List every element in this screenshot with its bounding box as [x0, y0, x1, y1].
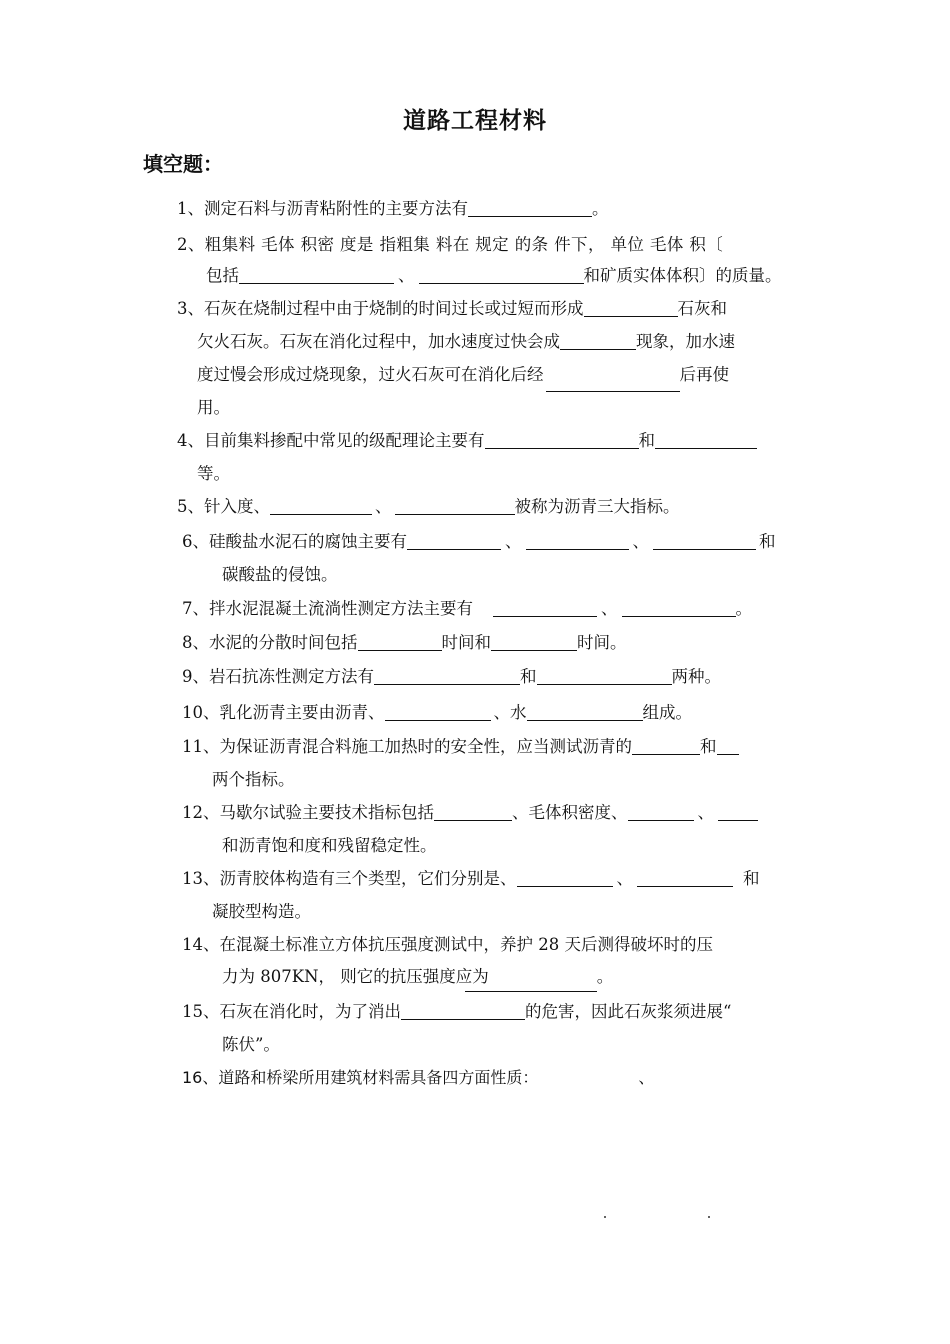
answer-blank[interactable] [718, 802, 758, 821]
answer-blank[interactable] [560, 331, 636, 350]
question-12-line-2: 和沥青饱和度和残留稳定性。 [222, 836, 437, 855]
footer-dot [708, 1216, 710, 1218]
document-title: 道路工程材料 [403, 108, 547, 134]
answer-blank[interactable] [493, 598, 597, 617]
question-13-line-2: 凝胶型构造。 [212, 902, 311, 921]
question-8: 8、水泥的分散时间包括 时间和 时间。 [182, 633, 627, 652]
question-10: 10、乳化沥青主要由沥青、 、水 组成。 [182, 703, 692, 722]
question-4-line-2: 等。 [197, 464, 230, 483]
question-12: 12、马歇尔试验主要技术指标包括 、毛体积密度、 、 [182, 802, 758, 824]
answer-blank[interactable] [401, 1001, 525, 1020]
answer-blank[interactable] [622, 598, 736, 617]
question-6-line-2: 碳酸盐的侵蚀。 [222, 565, 338, 584]
answer-blank[interactable] [632, 736, 700, 755]
question-2: 2、粗集料 毛体 积密 度是 指粗集 料在 规定 的条 件下， 单位 毛体 积〔 [177, 235, 724, 254]
question-3: 3、石灰在烧制过程中由于烧制的时间过长或过短而形成 石灰和 [177, 299, 727, 318]
question-15-line-2: 陈伏”。 [222, 1035, 280, 1054]
answer-blank[interactable] [655, 430, 757, 449]
answer-blank[interactable] [527, 702, 643, 721]
question-5: 5、针入度、 、 被称为沥青三大指标。 [177, 497, 680, 516]
question-2-line-2: 包括 、 和矿质实体体积〕的质量。 [206, 266, 782, 285]
question-16: 16、道路和桥梁所用建筑材料需具备四方面性质： 、 [182, 1068, 655, 1087]
answer-blank[interactable] [465, 973, 597, 992]
question-13: 13、沥青胶体构造有三个类型，它们分别是、 、 和 [182, 869, 760, 888]
question-14-line-2: 力为 807KN， 则它的抗压强度应为 。 [222, 966, 613, 992]
answer-blank[interactable] [434, 802, 512, 821]
answer-blank[interactable] [485, 430, 639, 449]
answer-blank[interactable] [537, 666, 672, 685]
answer-blank[interactable] [270, 496, 372, 515]
question-4: 4、目前集料掺配中常见的级配理论主要有 和 [177, 430, 757, 452]
question-11: 11、为保证沥青混合料施工加热时的安全性，应当测试沥青的 和 [182, 736, 739, 758]
answer-blank[interactable] [419, 265, 584, 284]
question-3-line-2: 欠火石灰。石灰在消化过程中，加水速度过快会成 现象，加水速 [197, 332, 735, 351]
answer-blank[interactable] [358, 632, 442, 651]
answer-blank[interactable] [517, 868, 613, 887]
answer-blank[interactable] [395, 496, 515, 515]
answer-blank[interactable] [526, 531, 629, 550]
answer-blank[interactable] [653, 531, 756, 550]
answer-blank[interactable] [468, 198, 592, 217]
answer-blank[interactable] [491, 632, 577, 651]
answer-blank[interactable] [374, 666, 520, 685]
footer-dot [604, 1216, 606, 1218]
question-7: 7、拌水泥混凝土流淌性测定方法主要有 、 。 [182, 599, 752, 618]
answer-blank[interactable] [239, 265, 394, 284]
answer-blank[interactable] [637, 868, 733, 887]
answer-blank[interactable] [546, 373, 680, 392]
question-3-line-4: 用。 [197, 398, 230, 417]
question-3-line-3: 度过慢会形成过烧现象，过火石灰可在消化后经 后再使 [197, 364, 729, 392]
answer-blank[interactable] [717, 736, 739, 755]
question-11-line-2: 两个指标。 [212, 770, 295, 789]
question-14: 14、在混凝土标准立方体抗压强度测试中，养护 28 天后测得破坏时的压 [182, 935, 713, 954]
question-15: 15、石灰在消化时，为了消出 的危害，因此石灰浆须进展“ [182, 1002, 732, 1021]
question-9: 9、岩石抗冻性测定方法有 和 两种。 [182, 667, 721, 686]
question-1: 1、测定石料与沥青粘附性的主要方法有 。 [177, 199, 609, 218]
answer-blank[interactable] [538, 1068, 638, 1086]
section-heading: 填空题： [143, 152, 223, 176]
answer-blank[interactable] [385, 702, 491, 721]
answer-blank[interactable] [628, 802, 694, 821]
answer-blank[interactable] [407, 531, 501, 550]
answer-blank[interactable] [584, 298, 678, 317]
question-6: 6、硅酸盐水泥石的腐蚀主要有 、 、 和 [182, 532, 776, 551]
